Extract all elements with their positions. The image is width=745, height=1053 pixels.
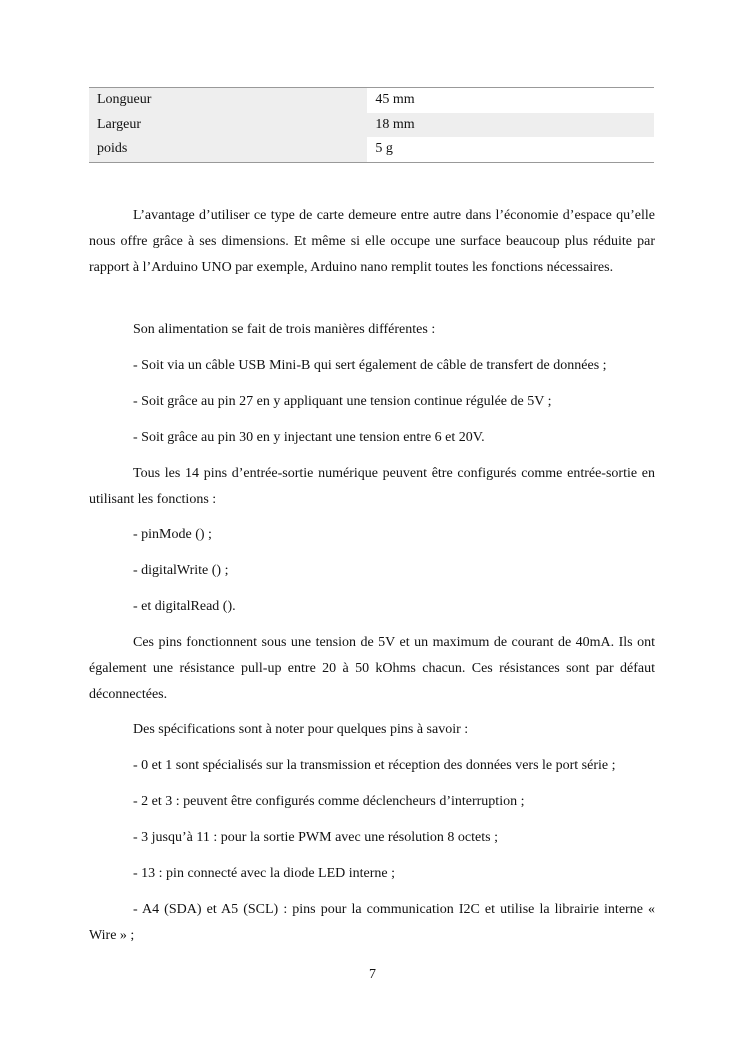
paragraph-pin-electrical: Ces pins fonctionnent sous une tension de 5V et un maximum de courant de 40mA. Ils ont également une résistance pull-up entre 20 à 50 kOhms chacun. Ces résistances sont par défaut déconnectées. [89, 635, 655, 702]
table-cell-value: 5 g [367, 137, 654, 162]
list-item-pins-3-11: - 3 jusqu’à 11 : pour la sortie PWM avec une résolution 8 octets ; [133, 830, 498, 845]
list-item-power-usb: - Soit via un câble USB Mini-B qui sert également de câble de transfert de données ; [133, 358, 607, 373]
list-item-pins-0-1: - 0 et 1 sont spécialisés sur la transmission et réception des données vers le port série ; [133, 758, 616, 773]
table-row [89, 137, 654, 162]
paragraph-specs-intro: Des spécifications sont à noter pour quelques pins à savoir : [133, 722, 469, 737]
table-cell-label: poids [89, 137, 367, 162]
table-row [89, 88, 654, 113]
table-cell-value: 45 mm [367, 88, 654, 113]
list-item-power-pin30: - Soit grâce au pin 30 en y injectant une tension entre 6 et 20V. [133, 430, 485, 445]
table-cell-label: Largeur [89, 113, 367, 138]
list-item-pinmode: - pinMode () ; [133, 527, 212, 542]
dimensions-table [89, 87, 654, 163]
list-item-digitalwrite: - digitalWrite () ; [133, 563, 229, 578]
table-cell-label: Longueur [89, 88, 367, 113]
list-item-digitalread: - et digitalRead (). [133, 599, 236, 614]
paragraph-power-intro: Son alimentation se fait de trois manières différentes : [133, 322, 436, 337]
page-number: 7 [369, 967, 376, 982]
list-item-pins-2-3: - 2 et 3 : peuvent être configurés comme déclencheurs d’interruption ; [133, 794, 525, 809]
list-item-pins-a4-a5: - A4 (SDA) et A5 (SCL) : pins pour la communication I2C et utilise la librairie interne « Wire » ; [89, 902, 655, 943]
table-row [89, 113, 654, 138]
list-item-pin-13: - 13 : pin connecté avec la diode LED interne ; [133, 866, 396, 881]
table-cell-value: 18 mm [367, 113, 654, 138]
paragraph-advantage: L’avantage d’utiliser ce type de carte demeure entre autre dans l’économie d’espace qu’elle nous offre grâce à ses dimensions. Et même si elle occupe une surface beaucoup plus réduite par rapport à l’Arduino UNO par exemple, Arduino nano remplit toutes les fonctions nécessaires. [89, 208, 655, 275]
paragraph-io-pins: Tous les 14 pins d’entrée-sortie numérique peuvent être configurés comme entrée-sortie en utilisant les fonctions : [89, 466, 655, 507]
list-item-power-pin27: - Soit grâce au pin 27 en y appliquant une tension continue régulée de 5V ; [133, 394, 552, 409]
